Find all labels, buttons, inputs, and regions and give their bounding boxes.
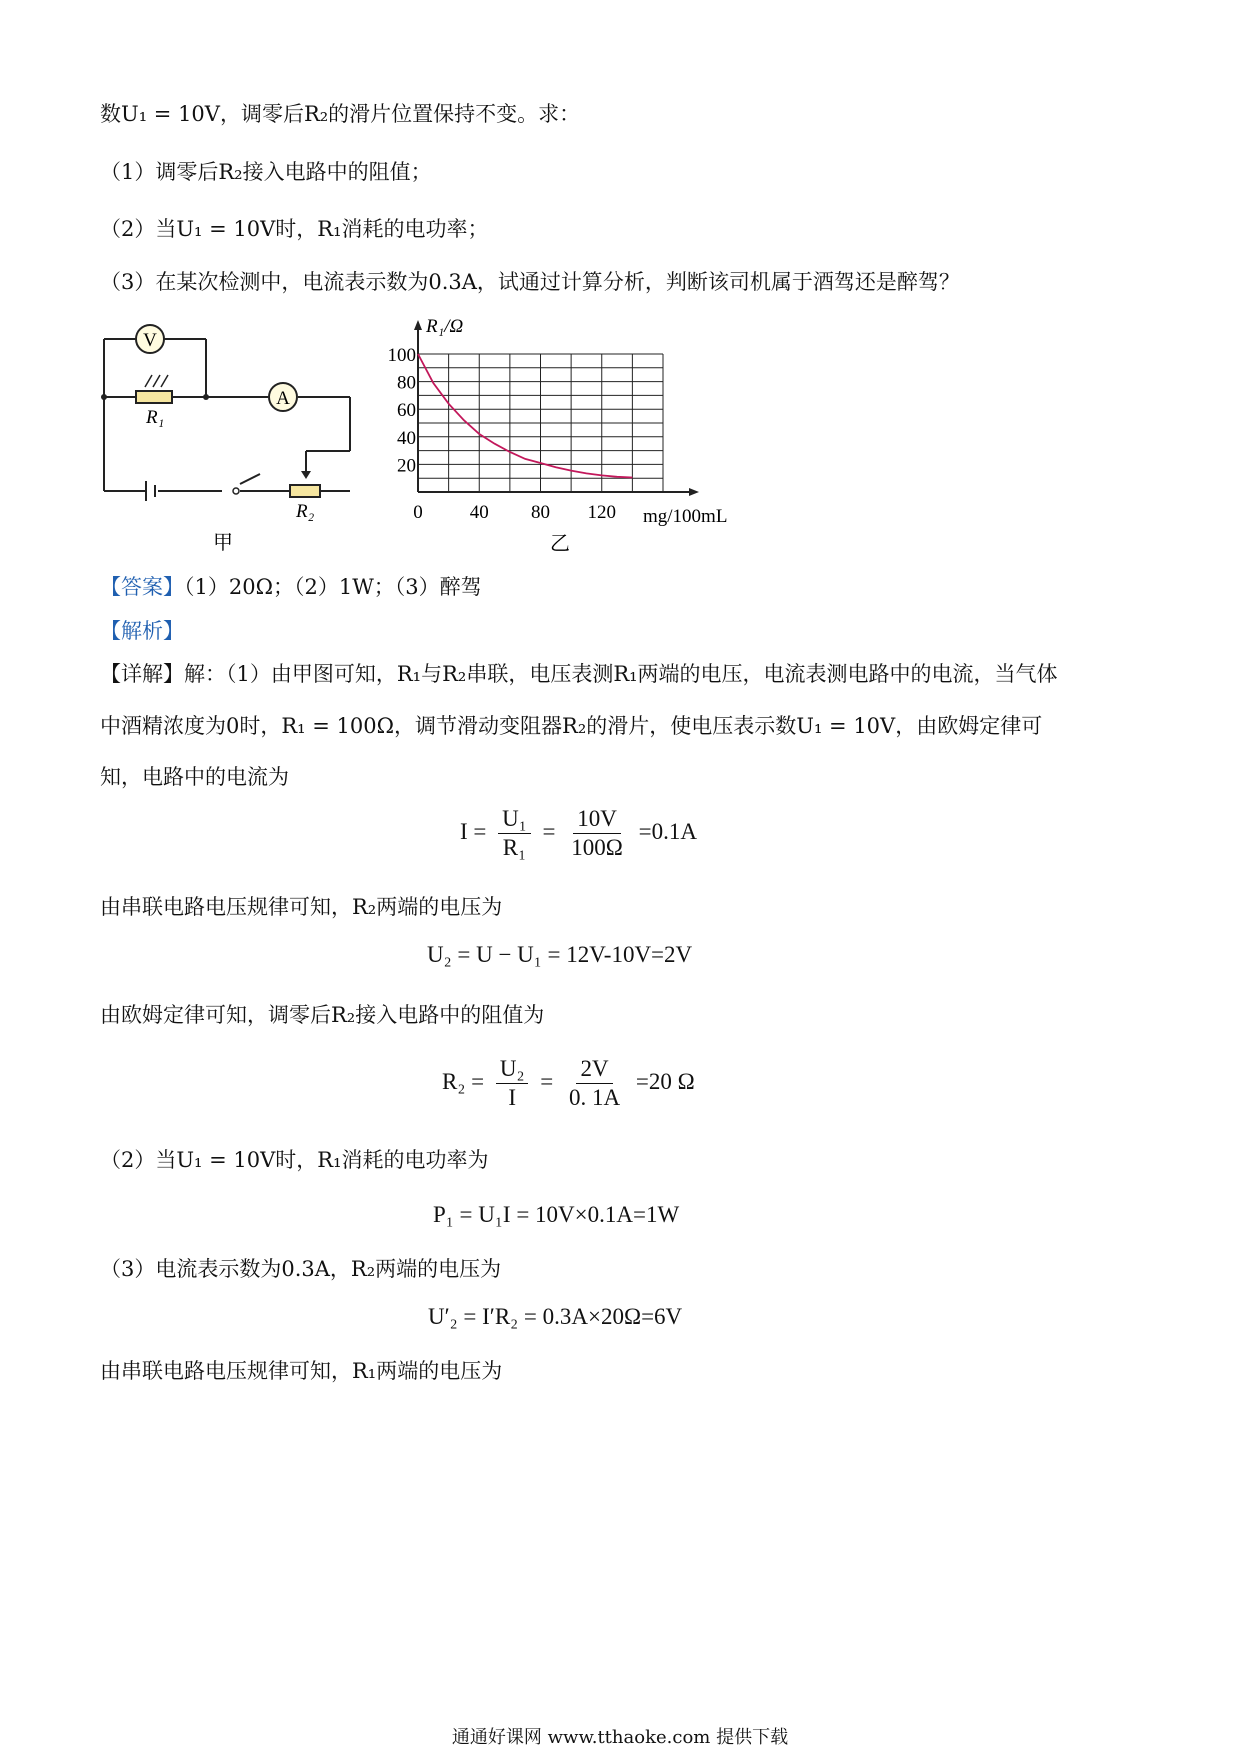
equation-current — [460, 806, 697, 861]
graph — [388, 316, 728, 527]
eq1-num-2: 10V — [573, 806, 621, 834]
r1-resistor — [136, 391, 172, 403]
eq3-lhs: R₂ = — [442, 1068, 485, 1094]
x-axis-arrowhead — [689, 488, 699, 496]
x-tick-label: 120 — [587, 502, 616, 523]
detail-line-2: 中酒精浓度为0时，R₁ = 100Ω，调节滑动变阻器R₂的滑片，使电压表示数U₁ = 10V，由欧姆定律可 — [100, 714, 1043, 738]
eq1-den-1: R₁ — [502, 835, 527, 860]
graph-caption: 乙 — [550, 531, 570, 555]
y-axis-label: R₁/Ω — [426, 316, 464, 337]
page-footer: 通通好课网 www.tthaoke.com 提供下载 — [451, 1727, 789, 1748]
circuit-caption: 甲 — [213, 530, 233, 554]
y-tick-label: 40 — [397, 427, 416, 449]
eq1-rhs: =0.1A — [638, 818, 697, 844]
step-line-1: 由串联电路电压规律可知，R₂两端的电压为 — [100, 895, 503, 919]
eq1-den-2: 100Ω — [571, 835, 623, 860]
y-tick-label: 20 — [397, 455, 416, 477]
switch-blade — [240, 474, 260, 484]
y-tick-label: 60 — [397, 400, 416, 422]
eq1-num-1: U₁ — [498, 806, 531, 834]
eq3-den-2: 0. 1A — [568, 1085, 621, 1110]
eq3-fraction-2 — [565, 1056, 624, 1111]
equation-power: P₁ = U₁I = 10V×0.1A=1W — [433, 1202, 680, 1227]
eq3-num-2: 2V — [576, 1056, 612, 1084]
answer-text: （1）20Ω；（2）1W；（3）醉驾 — [184, 575, 482, 599]
question-3: （3）在某次检测中，电流表示数为0.3A，试通过计算分析，判断该司机属于酒驾还是醉驾？ — [100, 270, 960, 294]
voltmeter-label: V — [143, 330, 157, 351]
equation-r2 — [442, 1056, 695, 1111]
eq3-equals: = — [540, 1068, 554, 1094]
answer-line — [100, 573, 482, 601]
eq1-lhs: I = — [460, 818, 487, 844]
eq3-den-1: I — [508, 1085, 516, 1110]
step-line-4: （3）电流表示数为0.3A，R₂两端的电压为 — [100, 1257, 502, 1281]
step-line-3: （2）当U₁ = 10V时，R₁消耗的电功率为 — [100, 1148, 489, 1172]
r2-rheostat — [290, 485, 320, 497]
junction-dot — [203, 394, 209, 400]
answer-tag: 【答案】 — [100, 575, 184, 599]
detail-line-1: 【详解】解：（1）由甲图可知，R₁与R₂串联，电压表测R₁两端的电压，电流表测电路中的电流，当气体 — [100, 662, 1058, 686]
x-axis-label: mg/100mL — [643, 506, 728, 527]
eq1-fraction-2 — [567, 806, 627, 861]
r1-label: R₁ — [146, 407, 165, 428]
analysis-tag: 【解析】 — [100, 619, 184, 643]
x-tick-label: 80 — [531, 502, 550, 523]
eq3-fraction-1 — [496, 1056, 529, 1111]
eq3-rhs: =20 Ω — [635, 1068, 695, 1094]
curve-series — [418, 354, 632, 478]
ammeter-label: A — [276, 388, 290, 409]
equation-u2-prime: U′₂ = I′R₂ = 0.3A×20Ω=6V — [428, 1304, 683, 1329]
eq1-fraction-1 — [498, 806, 531, 861]
y-axis-arrowhead — [414, 320, 422, 330]
detail-line-3: 知，电路中的电流为 — [100, 765, 289, 789]
question-2: （2）当U₁ = 10V时，R₁消耗的电功率； — [100, 217, 489, 241]
r2-label: R₂ — [296, 501, 315, 522]
switch-contact — [233, 488, 239, 494]
equation-u2: U₂ = U − U₁ = 12V-10V=2V — [427, 942, 693, 967]
step-line-2: 由欧姆定律可知，调零后R₂接入电路中的阻值为 — [100, 1003, 545, 1027]
question-intro-line: 数U₁ = 10V，调零后R₂的滑片位置保持不变。求： — [100, 102, 581, 126]
slider-arrowhead — [301, 471, 311, 479]
junction-dot — [101, 394, 107, 400]
y-tick-label: 80 — [397, 372, 416, 394]
gas-sensor-arrows-icon — [145, 375, 168, 387]
eq3-num-1: U₂ — [496, 1056, 529, 1084]
step-line-5: 由串联电路电压规律可知，R₁两端的电压为 — [100, 1359, 503, 1383]
x-tick-label: 40 — [469, 502, 489, 523]
y-tick-label: 100 — [387, 345, 416, 366]
question-1: （1）调零后R₂接入电路中的阻值； — [100, 160, 432, 184]
x-tick-label: 0 — [413, 502, 423, 523]
circuit-diagram — [104, 339, 350, 501]
eq1-equals: = — [542, 818, 556, 844]
